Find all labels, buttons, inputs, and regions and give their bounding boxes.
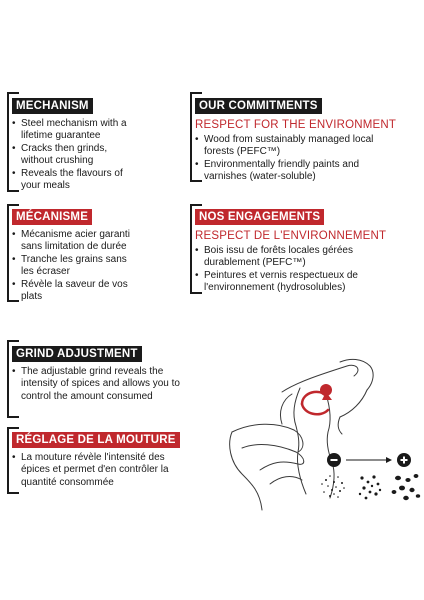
list-item: • Cracks then grinds, without crushing — [12, 143, 122, 168]
engagements-subtitle: RESPECT DE L'ENVIRONNEMENT — [195, 230, 387, 242]
mechanism-list — [12, 118, 202, 192]
mechanism-title: MECHANISM — [12, 98, 93, 114]
commitments-subtitle: RESPECT FOR THE ENVIRONMENT — [195, 119, 397, 131]
mecanisme-title: MÉCANISME — [12, 209, 92, 225]
grinder-illustration — [222, 352, 422, 512]
list-item: • Wood from sustainably managed local forests (PEFC™) — [195, 134, 385, 159]
engagements-section — [195, 207, 420, 295]
mecanisme-list — [12, 229, 202, 303]
list-item: • Révèle la saveur de vos plats — [12, 279, 137, 304]
grinder-knob-icon — [320, 384, 332, 396]
reglage-section — [12, 430, 212, 489]
list-item: • Steel mechanism with a lifetime guarantee — [12, 118, 132, 143]
reglage-title: RÉGLAGE DE LA MOUTURE — [12, 432, 180, 448]
arrow-icon — [346, 457, 392, 463]
mechanism-section — [12, 96, 202, 192]
mecanisme-section — [12, 207, 202, 303]
grind-section — [12, 344, 212, 403]
grind-list — [12, 366, 212, 403]
medium-grind-sample — [359, 475, 381, 499]
list-item: • Tranche les grains sans les écraser — [12, 254, 137, 279]
minus-circle-icon — [327, 453, 341, 467]
list-item: • Mécanisme acier garanti sans limitation de durée — [12, 229, 142, 254]
list-item: • Reveals the flavours of your meals — [12, 168, 132, 193]
commitments-title: OUR COMMITMENTS — [195, 98, 322, 114]
list-item: • Bois issu de forêts locales gérées durablement (PEFC™) — [195, 245, 375, 270]
reglage-list — [12, 452, 212, 489]
coarse-grind-sample — [392, 474, 421, 500]
list-item: • La mouture révèle l'intensité des épices et permet d'en contrôler la quantité consommée — [12, 452, 192, 489]
grind-title: GRIND ADJUSTMENT — [12, 346, 142, 362]
commitments-list — [195, 134, 420, 184]
engagements-title: NOS ENGAGEMENTS — [195, 209, 324, 225]
list-item: • Peintures et vernis respectueux de l'environnement (hydrosolubles) — [195, 270, 380, 295]
commitments-section — [195, 96, 420, 184]
list-item: • Environmentally friendly paints and varnishes (water-soluble) — [195, 159, 385, 184]
plus-circle-icon — [397, 453, 411, 467]
engagements-list — [195, 245, 420, 295]
list-item: • The adjustable grind reveals the intensity of spices and allows you to control the amount consumed — [12, 366, 182, 403]
